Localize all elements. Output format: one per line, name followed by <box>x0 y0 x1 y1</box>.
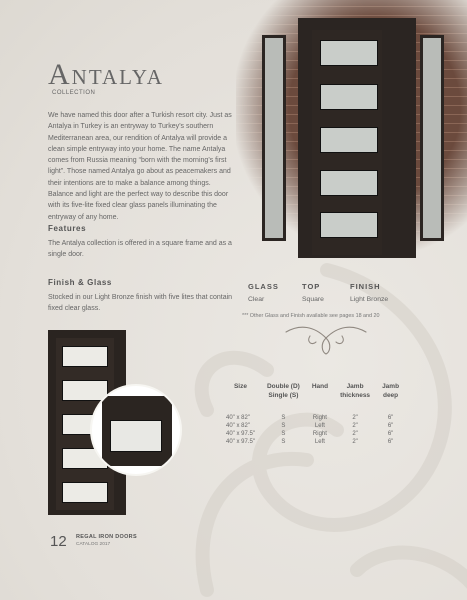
table-cell: 40" x 82" <box>226 423 250 429</box>
page-number: 12 <box>50 533 67 550</box>
spec-finish <box>350 282 388 303</box>
table-cell: S <box>281 423 286 429</box>
table-cell: 6" <box>387 415 394 421</box>
table-cell: 40" x 97.5" <box>226 439 255 445</box>
spec-top-value: Square <box>302 296 324 303</box>
table-row <box>220 430 405 438</box>
page-title: Antalya <box>48 58 164 91</box>
photo-glass-pane <box>320 170 378 196</box>
table-cell: 2" <box>352 439 358 445</box>
table-row <box>220 422 405 430</box>
photo-glass-pane <box>320 40 378 66</box>
table-cell: Right <box>312 431 327 437</box>
table-cell: 6" <box>387 439 394 445</box>
flourish-divider <box>280 322 372 356</box>
table-cell: 2" <box>352 431 358 437</box>
right-sidelite <box>420 35 444 241</box>
photo-glass-pane <box>320 212 378 238</box>
table-header-cell: Double (D) Single (S) <box>266 383 300 399</box>
table-cell: 6" <box>387 423 394 429</box>
table-cell: S <box>281 439 286 445</box>
table-cell: 40" x 82" <box>226 415 250 421</box>
size-spec-table <box>220 382 405 446</box>
table-cell: S <box>281 431 286 437</box>
spec-top-label: TOP <box>302 282 321 291</box>
table-header-row <box>220 382 405 414</box>
table-cell: 2" <box>352 423 358 429</box>
table-row <box>220 438 405 446</box>
spec-glass-label: GLASS <box>248 282 279 291</box>
table-cell: S <box>281 415 286 421</box>
photo-glass-pane <box>320 84 378 110</box>
left-sidelite <box>262 35 286 241</box>
table-header-cell: Size <box>233 383 247 390</box>
photo-glass-pane <box>320 127 378 153</box>
brand-name: REGAL IRON DOORS <box>76 534 137 540</box>
table-cell: Right <box>312 415 327 421</box>
table-header-cell: Jamb thickness <box>340 383 371 399</box>
catalog-year: CATALOG 2017 <box>76 542 111 547</box>
features-heading: Features <box>48 224 87 233</box>
spec-finish-value: Light Bronze <box>350 296 389 303</box>
spec-glass <box>248 282 279 303</box>
table-cell: Left <box>314 423 325 429</box>
page-subtitle: COLLECTION <box>52 90 96 96</box>
features-text: The Antalya collection is offered in a square frame and as a single door. <box>48 240 232 258</box>
glass-detail-zoom <box>92 386 180 474</box>
availability-note: *** Other Glass and Finish available see pages 18 and 20 <box>242 313 380 319</box>
intro-paragraph: We have named this door after a Turkish resort city. Just as Antalya in Turkey is an entryway to Turkey’s southern Mediterranean area, our rendition of Antalya will provide a clean simple entryway into your home. The name Antalya comes from Russia meaning “born with the morning’s first light”. Those named Antalya go about as peacemakers and their intentions are to make a balance among things. Balance and light are the perfect way to describe this door with its five-lite fixed clear glass panels illuminating the entryway of any home. <box>48 112 232 221</box>
spec-finish-label: FINISH <box>350 282 381 291</box>
table-header-cell: Jamb deep <box>382 383 400 399</box>
finish-glass-heading: Finish & Glass <box>48 278 112 287</box>
table-row <box>220 414 405 422</box>
table-cell: 40" x 97.5" <box>226 431 255 437</box>
spec-top <box>302 282 324 303</box>
table-body <box>220 414 405 446</box>
table-cell: Left <box>314 439 325 445</box>
table-header-cell: Hand <box>311 383 329 390</box>
spec-glass-value: Clear <box>248 296 265 303</box>
table-cell: 6" <box>387 431 394 437</box>
table-cell: 2" <box>352 415 358 421</box>
finish-glass-text: Stocked in our Light Bronze finish with five lites that contain fixed clear glass. <box>48 294 233 312</box>
